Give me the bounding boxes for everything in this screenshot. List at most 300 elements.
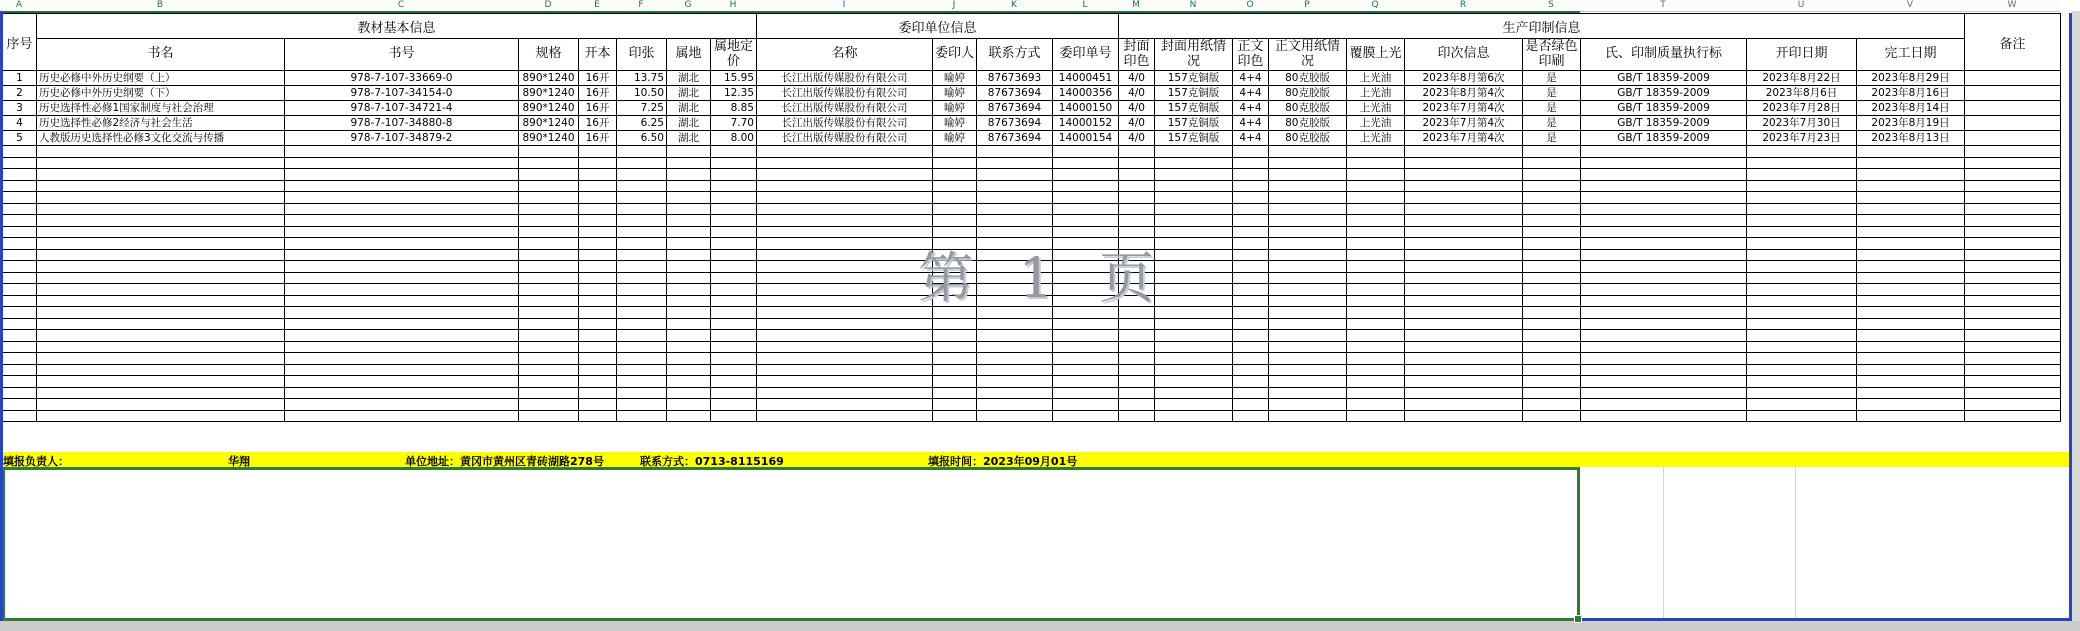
cell[interactable]: 喻婷 [933, 86, 977, 101]
empty-cell[interactable] [1269, 249, 1347, 261]
empty-cell[interactable] [1119, 341, 1155, 353]
empty-cell[interactable] [1269, 238, 1347, 250]
empty-cell[interactable] [1119, 410, 1155, 422]
empty-cell[interactable] [667, 261, 711, 273]
empty-cell[interactable] [1581, 364, 1747, 376]
empty-cell[interactable] [1233, 399, 1269, 411]
empty-cell[interactable] [711, 387, 757, 399]
empty-cell[interactable] [285, 318, 519, 330]
sub-header-cell[interactable]: 名称 [757, 39, 933, 71]
cell[interactable]: 2023年8月22日 [1747, 71, 1857, 86]
empty-cell[interactable] [1523, 410, 1581, 422]
empty-cell[interactable] [1347, 387, 1405, 399]
cell[interactable]: 157克铜版 [1155, 86, 1233, 101]
sub-header-cell[interactable]: 联系方式 [977, 39, 1053, 71]
empty-cell[interactable] [711, 272, 757, 284]
empty-cell[interactable] [977, 192, 1053, 204]
empty-cell[interactable] [1155, 146, 1233, 158]
empty-cell[interactable] [1523, 364, 1581, 376]
empty-cell[interactable] [1965, 192, 2061, 204]
empty-cell[interactable] [1405, 180, 1523, 192]
empty-cell[interactable] [37, 364, 285, 376]
cell[interactable]: 890*1240 [519, 71, 579, 86]
cell[interactable]: 2023年8月19日 [1857, 116, 1965, 131]
sub-header-cell[interactable]: 书号 [285, 39, 519, 71]
empty-cell[interactable] [933, 203, 977, 215]
empty-cell[interactable] [519, 215, 579, 227]
empty-cell[interactable] [977, 284, 1053, 296]
empty-cell[interactable] [1857, 307, 1965, 319]
empty-cell[interactable] [617, 318, 667, 330]
cell[interactable]: 2 [3, 86, 37, 101]
empty-cell[interactable] [711, 353, 757, 365]
empty-cell[interactable] [1119, 353, 1155, 365]
cell[interactable]: 87673694 [977, 101, 1053, 116]
empty-cell[interactable] [37, 307, 285, 319]
empty-cell[interactable] [1119, 330, 1155, 342]
empty-cell[interactable] [1747, 376, 1857, 388]
empty-cell[interactable] [617, 249, 667, 261]
empty-cell[interactable] [1747, 249, 1857, 261]
empty-cell[interactable] [1347, 410, 1405, 422]
empty-cell[interactable] [933, 169, 977, 181]
cell[interactable]: 2023年8月第6次 [1405, 71, 1523, 86]
column-letter-R[interactable]: R [1459, 0, 1467, 10]
empty-cell[interactable] [579, 376, 617, 388]
empty-cell[interactable] [667, 272, 711, 284]
empty-cell[interactable] [1581, 215, 1747, 227]
empty-cell[interactable] [1523, 376, 1581, 388]
empty-cell[interactable] [757, 364, 933, 376]
empty-cell[interactable] [757, 295, 933, 307]
cell[interactable]: 湖北 [667, 116, 711, 131]
empty-cell[interactable] [285, 307, 519, 319]
empty-cell[interactable] [1747, 307, 1857, 319]
empty-cell[interactable] [1233, 226, 1269, 238]
empty-cell[interactable] [1857, 330, 1965, 342]
cell[interactable]: 6.25 [617, 116, 667, 131]
empty-cell[interactable] [711, 261, 757, 273]
empty-cell[interactable] [977, 341, 1053, 353]
cell[interactable]: 13.75 [617, 71, 667, 86]
empty-cell[interactable] [1405, 318, 1523, 330]
sub-header-cell[interactable]: 覆膜上光 [1347, 39, 1405, 71]
cell[interactable]: 16开 [579, 116, 617, 131]
empty-cell[interactable] [1119, 399, 1155, 411]
empty-cell[interactable] [1233, 410, 1269, 422]
empty-cell[interactable] [1857, 341, 1965, 353]
cell[interactable]: 978-7-107-34879-2 [285, 131, 519, 146]
cell[interactable]: 16开 [579, 131, 617, 146]
empty-cell[interactable] [977, 215, 1053, 227]
empty-cell[interactable] [579, 353, 617, 365]
empty-cell[interactable] [37, 376, 285, 388]
empty-cell[interactable] [519, 364, 579, 376]
empty-cell[interactable] [617, 353, 667, 365]
empty-cell[interactable] [37, 238, 285, 250]
empty-cell[interactable] [1155, 330, 1233, 342]
empty-cell[interactable] [1119, 180, 1155, 192]
empty-cell[interactable] [579, 295, 617, 307]
column-letter-D[interactable]: D [544, 0, 552, 10]
empty-cell[interactable] [617, 203, 667, 215]
empty-cell[interactable] [1233, 215, 1269, 227]
empty-cell[interactable] [1965, 376, 2061, 388]
empty-cell[interactable] [3, 318, 37, 330]
empty-cell[interactable] [579, 157, 617, 169]
cell[interactable]: GB/T 18359-2009 [1581, 71, 1747, 86]
empty-cell[interactable] [933, 146, 977, 158]
empty-cell[interactable] [977, 410, 1053, 422]
column-letter-O[interactable]: O [1246, 0, 1254, 10]
empty-cell[interactable] [757, 341, 933, 353]
empty-cell[interactable] [1581, 399, 1747, 411]
column-letter-W[interactable]: W [2007, 0, 2017, 10]
empty-cell[interactable] [579, 261, 617, 273]
empty-cell[interactable] [1523, 157, 1581, 169]
empty-cell[interactable] [1347, 215, 1405, 227]
empty-cell[interactable] [667, 307, 711, 319]
empty-cell[interactable] [977, 169, 1053, 181]
header-remark[interactable]: 备注 [1965, 14, 2061, 71]
empty-cell[interactable] [1581, 295, 1747, 307]
empty-cell[interactable] [37, 387, 285, 399]
cell[interactable]: 3 [3, 101, 37, 116]
empty-cell[interactable] [1053, 376, 1119, 388]
empty-cell[interactable] [3, 399, 37, 411]
empty-cell[interactable] [1747, 146, 1857, 158]
empty-cell[interactable] [285, 376, 519, 388]
page-break-border-right[interactable] [2069, 13, 2072, 621]
empty-cell[interactable] [1747, 341, 1857, 353]
empty-cell[interactable] [757, 284, 933, 296]
empty-cell[interactable] [1857, 261, 1965, 273]
empty-cell[interactable] [3, 387, 37, 399]
sub-header-cell[interactable]: 书名 [37, 39, 285, 71]
empty-cell[interactable] [1747, 215, 1857, 227]
empty-cell[interactable] [757, 169, 933, 181]
empty-cell[interactable] [1965, 399, 2061, 411]
empty-cell[interactable] [1233, 318, 1269, 330]
empty-cell[interactable] [1405, 284, 1523, 296]
empty-cell[interactable] [1269, 364, 1347, 376]
empty-cell[interactable] [1233, 376, 1269, 388]
empty-cell[interactable] [1747, 226, 1857, 238]
empty-cell[interactable] [519, 353, 579, 365]
empty-cell[interactable] [617, 180, 667, 192]
empty-cell[interactable] [711, 226, 757, 238]
empty-cell[interactable] [1747, 192, 1857, 204]
empty-cell[interactable] [1053, 295, 1119, 307]
empty-cell[interactable] [1405, 387, 1523, 399]
empty-cell[interactable] [579, 318, 617, 330]
cell[interactable]: 4+4 [1233, 116, 1269, 131]
empty-cell[interactable] [1269, 295, 1347, 307]
empty-cell[interactable] [3, 330, 37, 342]
empty-cell[interactable] [37, 341, 285, 353]
empty-cell[interactable] [37, 192, 285, 204]
empty-cell[interactable] [667, 284, 711, 296]
empty-cell[interactable] [285, 157, 519, 169]
cell[interactable]: 4+4 [1233, 101, 1269, 116]
empty-cell[interactable] [3, 203, 37, 215]
cell[interactable] [1965, 86, 2061, 101]
empty-cell[interactable] [3, 157, 37, 169]
empty-cell[interactable] [285, 353, 519, 365]
cell[interactable]: 历史选择性必修1国家制度与社会治理 [37, 101, 285, 116]
empty-cell[interactable] [1523, 215, 1581, 227]
cell[interactable]: 87673694 [977, 86, 1053, 101]
empty-cell[interactable] [977, 295, 1053, 307]
empty-cell[interactable] [1523, 226, 1581, 238]
empty-cell[interactable] [617, 364, 667, 376]
empty-cell[interactable] [1119, 261, 1155, 273]
empty-cell[interactable] [285, 341, 519, 353]
sub-header-cell[interactable]: 封面印色 [1119, 39, 1155, 71]
empty-cell[interactable] [285, 249, 519, 261]
empty-cell[interactable] [1581, 341, 1747, 353]
empty-cell[interactable] [1523, 341, 1581, 353]
empty-cell[interactable] [1119, 215, 1155, 227]
empty-cell[interactable] [977, 249, 1053, 261]
cell[interactable]: 4/0 [1119, 71, 1155, 86]
empty-cell[interactable] [1405, 238, 1523, 250]
cell[interactable]: 2023年7月第4次 [1405, 116, 1523, 131]
empty-cell[interactable] [977, 261, 1053, 273]
empty-cell[interactable] [1747, 157, 1857, 169]
empty-cell[interactable] [617, 330, 667, 342]
empty-cell[interactable] [1581, 169, 1747, 181]
empty-cell[interactable] [285, 215, 519, 227]
cell[interactable]: 上光油 [1347, 101, 1405, 116]
empty-cell[interactable] [757, 238, 933, 250]
empty-cell[interactable] [1347, 295, 1405, 307]
cell[interactable]: 8.00 [711, 131, 757, 146]
empty-cell[interactable] [667, 215, 711, 227]
cell[interactable]: 2023年8月14日 [1857, 101, 1965, 116]
empty-cell[interactable] [1405, 376, 1523, 388]
empty-cell[interactable] [933, 284, 977, 296]
empty-cell[interactable] [519, 180, 579, 192]
cell[interactable]: 2023年7月28日 [1747, 101, 1857, 116]
empty-cell[interactable] [37, 284, 285, 296]
empty-cell[interactable] [579, 192, 617, 204]
column-letter-A[interactable]: A [15, 0, 23, 10]
empty-cell[interactable] [1233, 249, 1269, 261]
empty-cell[interactable] [933, 295, 977, 307]
empty-cell[interactable] [1523, 318, 1581, 330]
empty-cell[interactable] [757, 192, 933, 204]
sub-header-cell[interactable]: 封面用纸情况 [1155, 39, 1233, 71]
empty-cell[interactable] [3, 272, 37, 284]
empty-cell[interactable] [1347, 238, 1405, 250]
cell[interactable]: 16开 [579, 86, 617, 101]
empty-cell[interactable] [519, 157, 579, 169]
empty-cell[interactable] [1965, 364, 2061, 376]
sub-header-cell[interactable]: 完工日期 [1857, 39, 1965, 71]
empty-cell[interactable] [1523, 146, 1581, 158]
empty-cell[interactable] [1965, 238, 2061, 250]
empty-cell[interactable] [1523, 192, 1581, 204]
cell[interactable]: 890*1240 [519, 86, 579, 101]
empty-cell[interactable] [1405, 249, 1523, 261]
cell[interactable]: 上光油 [1347, 86, 1405, 101]
empty-cell[interactable] [1965, 226, 2061, 238]
empty-cell[interactable] [579, 169, 617, 181]
cell[interactable]: 喻婷 [933, 71, 977, 86]
empty-cell[interactable] [1405, 307, 1523, 319]
empty-cell[interactable] [1269, 226, 1347, 238]
column-letter-S[interactable]: S [1548, 0, 1554, 10]
empty-cell[interactable] [1155, 157, 1233, 169]
empty-cell[interactable] [285, 261, 519, 273]
cell[interactable]: 湖北 [667, 131, 711, 146]
empty-cell[interactable] [757, 318, 933, 330]
cell[interactable]: 是 [1523, 131, 1581, 146]
empty-cell[interactable] [1155, 318, 1233, 330]
empty-cell[interactable] [933, 157, 977, 169]
empty-cell[interactable] [37, 180, 285, 192]
cell[interactable]: 上光油 [1347, 131, 1405, 146]
empty-cell[interactable] [3, 284, 37, 296]
empty-cell[interactable] [1747, 238, 1857, 250]
cell[interactable]: GB/T 18359-2009 [1581, 131, 1747, 146]
empty-cell[interactable] [1857, 169, 1965, 181]
empty-cell[interactable] [1053, 307, 1119, 319]
cell[interactable]: 4+4 [1233, 71, 1269, 86]
empty-cell[interactable] [1857, 295, 1965, 307]
cell[interactable]: 2023年7月第4次 [1405, 131, 1523, 146]
cell[interactable]: 是 [1523, 86, 1581, 101]
empty-cell[interactable] [285, 410, 519, 422]
empty-cell[interactable] [1155, 353, 1233, 365]
sub-header-cell[interactable]: 印张 [617, 39, 667, 71]
empty-cell[interactable] [1405, 272, 1523, 284]
cell[interactable]: 978-7-107-34154-0 [285, 86, 519, 101]
empty-cell[interactable] [1965, 318, 2061, 330]
cell[interactable]: 80克胶版 [1269, 86, 1347, 101]
cell[interactable]: 2023年7月30日 [1747, 116, 1857, 131]
empty-cell[interactable] [1347, 261, 1405, 273]
empty-cell[interactable] [37, 146, 285, 158]
empty-cell[interactable] [579, 215, 617, 227]
sub-header-cell[interactable]: 委印单号 [1053, 39, 1119, 71]
cell[interactable]: 87673693 [977, 71, 1053, 86]
cell[interactable]: GB/T 18359-2009 [1581, 116, 1747, 131]
empty-cell[interactable] [933, 272, 977, 284]
empty-cell[interactable] [1053, 387, 1119, 399]
empty-cell[interactable] [1119, 387, 1155, 399]
empty-cell[interactable] [1965, 410, 2061, 422]
empty-cell[interactable] [711, 157, 757, 169]
cell[interactable]: 历史必修中外历史纲要（上） [37, 71, 285, 86]
empty-cell[interactable] [1155, 295, 1233, 307]
empty-cell[interactable] [711, 376, 757, 388]
empty-cell[interactable] [1233, 272, 1269, 284]
empty-cell[interactable] [1747, 295, 1857, 307]
column-letter-T[interactable]: T [1660, 0, 1666, 10]
empty-cell[interactable] [977, 330, 1053, 342]
empty-cell[interactable] [711, 146, 757, 158]
empty-cell[interactable] [1747, 180, 1857, 192]
empty-cell[interactable] [977, 307, 1053, 319]
empty-cell[interactable] [285, 284, 519, 296]
empty-cell[interactable] [519, 272, 579, 284]
empty-cell[interactable] [579, 146, 617, 158]
empty-cell[interactable] [1523, 180, 1581, 192]
empty-cell[interactable] [933, 341, 977, 353]
empty-cell[interactable] [1523, 284, 1581, 296]
cell[interactable]: 157克铜版 [1155, 101, 1233, 116]
empty-cell[interactable] [711, 215, 757, 227]
empty-cell[interactable] [1269, 146, 1347, 158]
empty-cell[interactable] [1581, 318, 1747, 330]
empty-cell[interactable] [667, 180, 711, 192]
empty-cell[interactable] [1233, 157, 1269, 169]
column-letter-H[interactable]: H [729, 0, 737, 10]
empty-cell[interactable] [977, 376, 1053, 388]
empty-cell[interactable] [3, 261, 37, 273]
empty-cell[interactable] [1119, 249, 1155, 261]
cell[interactable]: 890*1240 [519, 101, 579, 116]
empty-cell[interactable] [519, 226, 579, 238]
empty-cell[interactable] [1269, 318, 1347, 330]
empty-cell[interactable] [1053, 157, 1119, 169]
column-letter-Q[interactable]: Q [1371, 0, 1379, 10]
header-unit-info[interactable]: 委印单位信息 [757, 14, 1119, 39]
empty-cell[interactable] [711, 318, 757, 330]
empty-cell[interactable] [1965, 203, 2061, 215]
empty-cell[interactable] [1581, 261, 1747, 273]
empty-cell[interactable] [617, 284, 667, 296]
cell[interactable]: 4 [3, 116, 37, 131]
empty-cell[interactable] [1269, 272, 1347, 284]
empty-cell[interactable] [617, 226, 667, 238]
empty-cell[interactable] [1747, 203, 1857, 215]
empty-cell[interactable] [757, 307, 933, 319]
empty-cell[interactable] [519, 387, 579, 399]
column-letter-B[interactable]: B [156, 0, 164, 10]
empty-cell[interactable] [1581, 146, 1747, 158]
empty-cell[interactable] [1053, 410, 1119, 422]
cell[interactable]: 978-7-107-33669-0 [285, 71, 519, 86]
cell[interactable]: 2023年7月第4次 [1405, 101, 1523, 116]
cell[interactable]: 14000356 [1053, 86, 1119, 101]
empty-cell[interactable] [977, 157, 1053, 169]
cell[interactable]: 是 [1523, 101, 1581, 116]
empty-cell[interactable] [1155, 203, 1233, 215]
empty-cell[interactable] [711, 364, 757, 376]
sub-header-cell[interactable]: 开本 [579, 39, 617, 71]
empty-cell[interactable] [757, 353, 933, 365]
empty-cell[interactable] [711, 295, 757, 307]
cell[interactable]: 978-7-107-34721-4 [285, 101, 519, 116]
empty-cell[interactable] [1747, 387, 1857, 399]
empty-cell[interactable] [1155, 192, 1233, 204]
empty-cell[interactable] [1965, 272, 2061, 284]
empty-cell[interactable] [933, 376, 977, 388]
cell[interactable]: 2023年7月23日 [1747, 131, 1857, 146]
sub-header-cell[interactable]: 规格 [519, 39, 579, 71]
empty-cell[interactable] [757, 203, 933, 215]
empty-cell[interactable] [1155, 284, 1233, 296]
empty-cell[interactable] [1347, 272, 1405, 284]
empty-cell[interactable] [1233, 364, 1269, 376]
empty-cell[interactable] [617, 272, 667, 284]
sub-header-cell[interactable]: 属地 [667, 39, 711, 71]
empty-cell[interactable] [1347, 169, 1405, 181]
empty-cell[interactable] [519, 238, 579, 250]
